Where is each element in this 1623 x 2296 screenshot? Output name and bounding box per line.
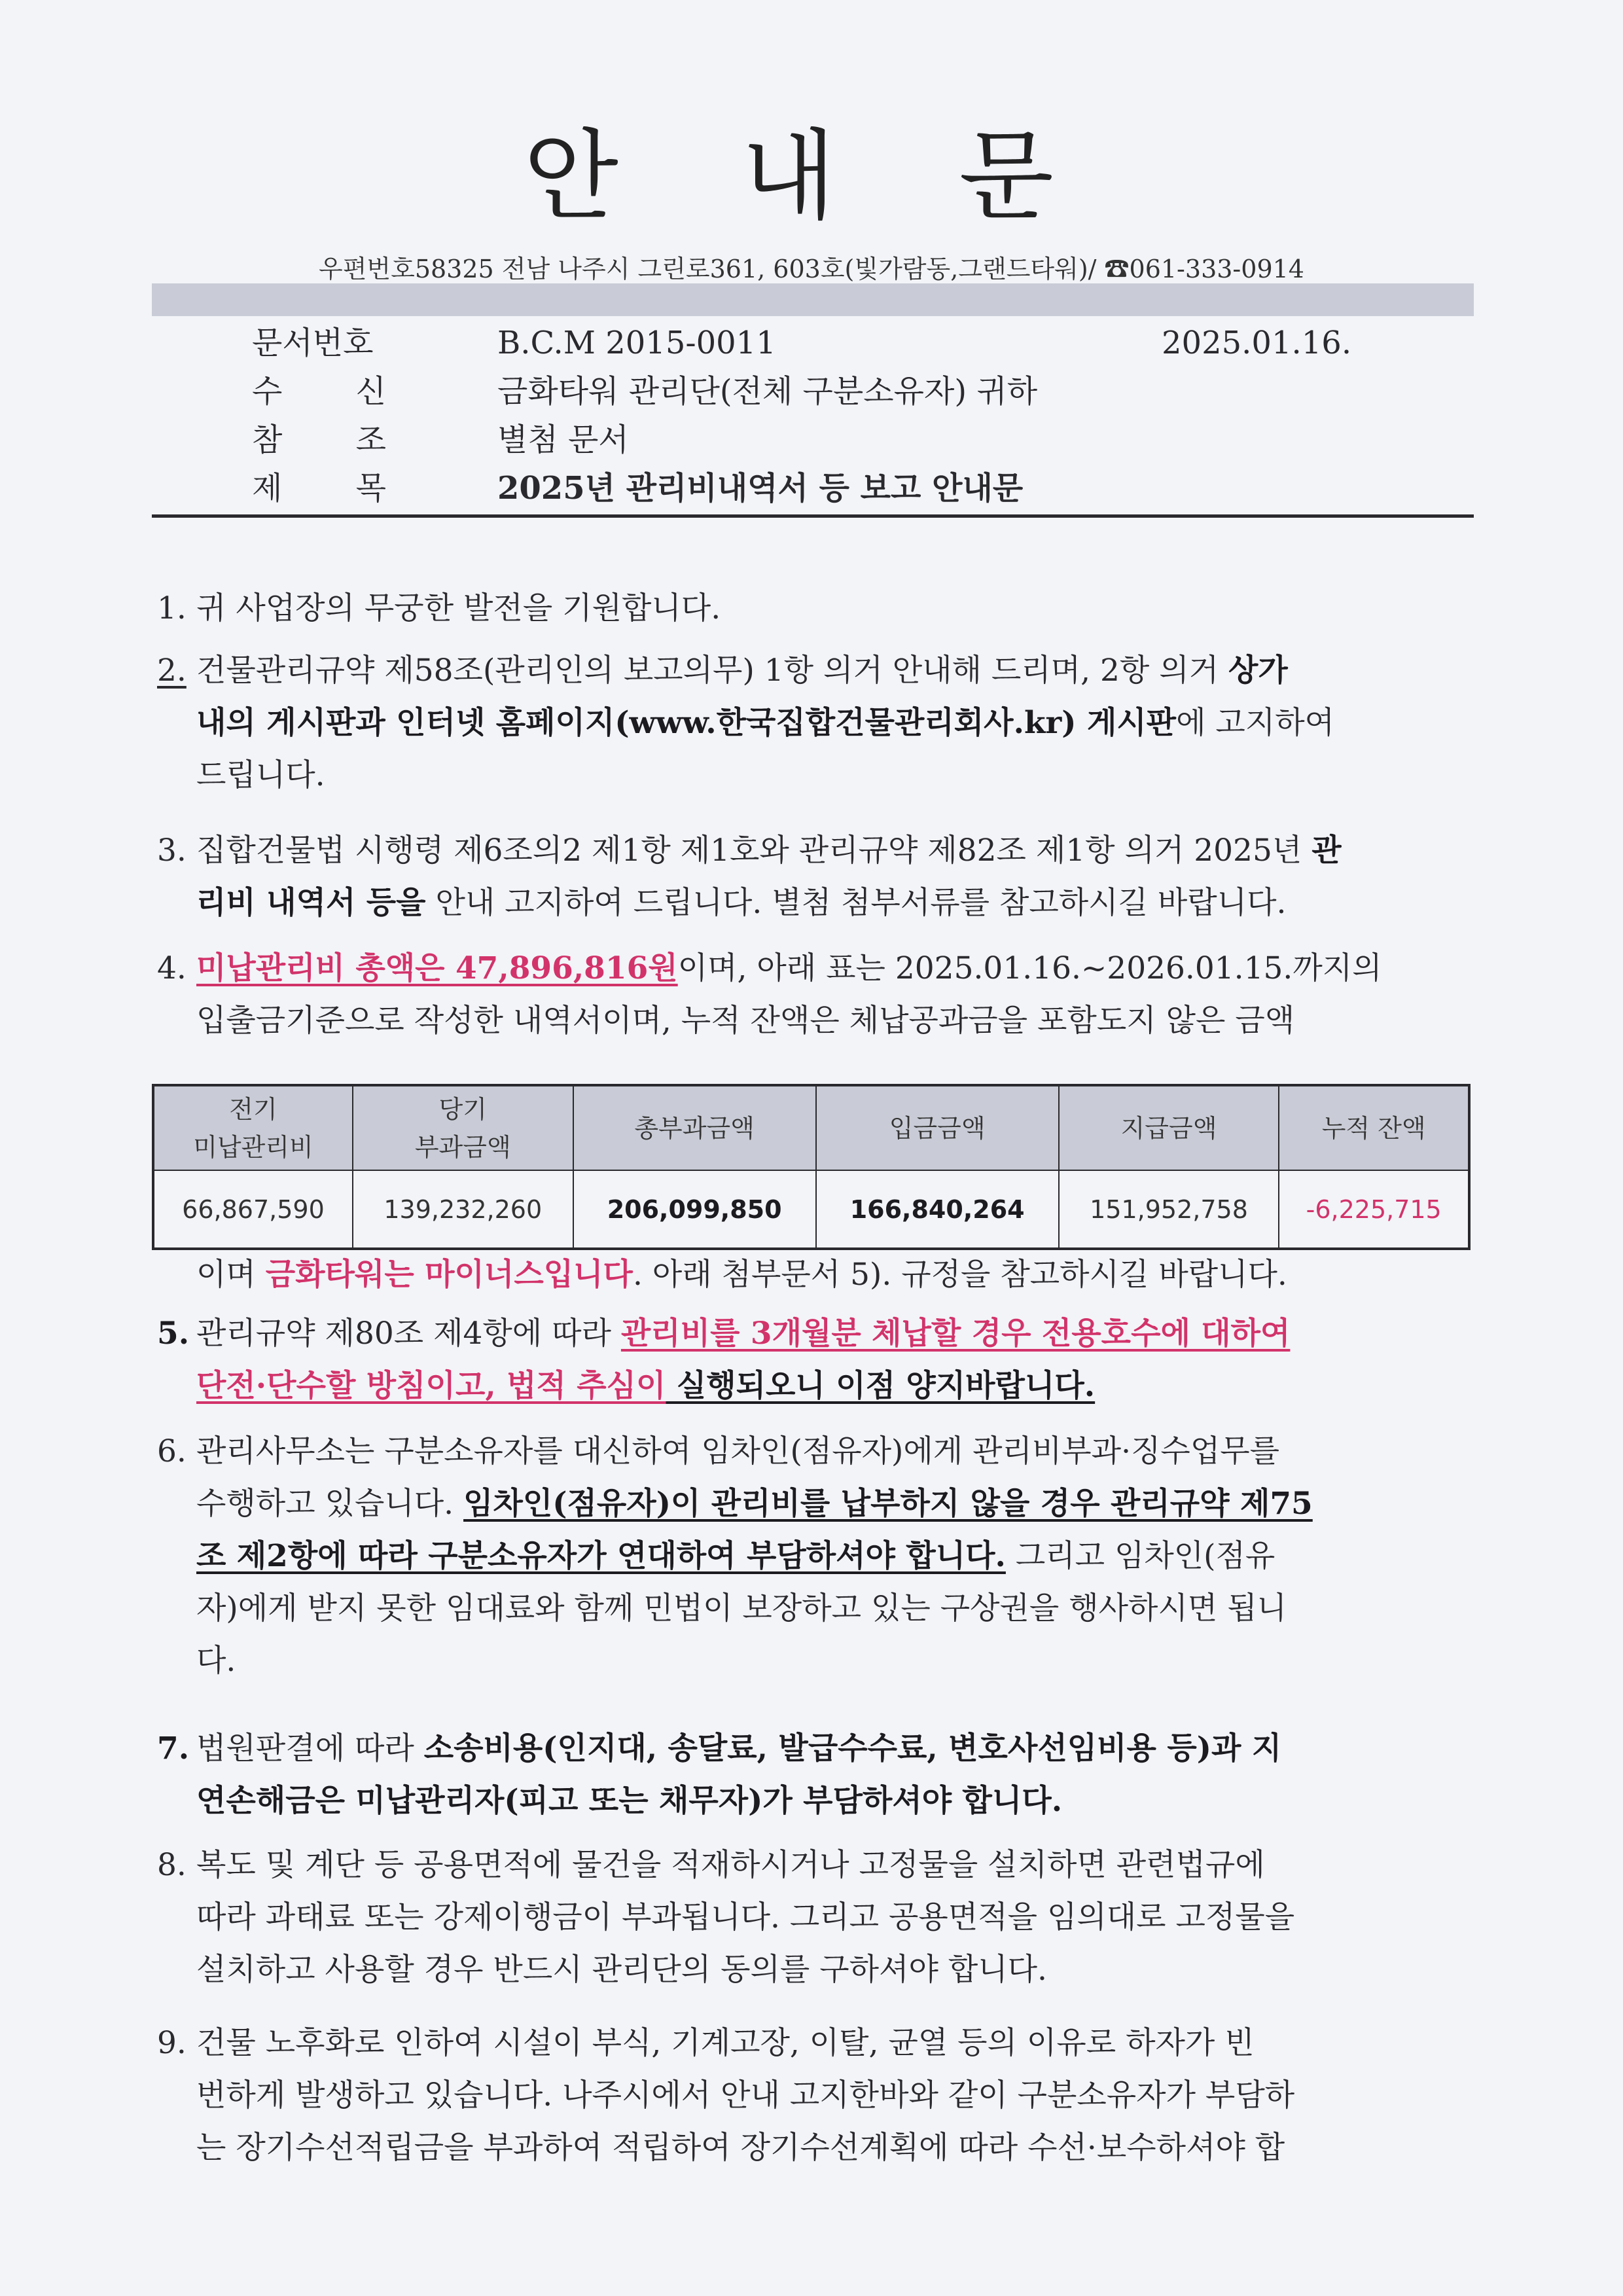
header-payments: 지급금액 bbox=[1059, 1085, 1279, 1170]
header-rule bbox=[152, 514, 1474, 518]
table-row bbox=[153, 1170, 1469, 1249]
cell-current-charge: 139,232,260 bbox=[353, 1170, 573, 1249]
cell-prev-unpaid: 66,867,590 bbox=[153, 1170, 353, 1249]
meta-subject-row bbox=[0, 467, 1623, 509]
document-title: 안 내 문 bbox=[523, 120, 1100, 234]
reference: 별첨 문서 bbox=[497, 422, 629, 458]
cell-deposits: 166,840,264 bbox=[816, 1170, 1059, 1249]
header-deposits: 입금금액 bbox=[816, 1085, 1059, 1170]
header-band bbox=[152, 283, 1474, 316]
reference-label: 참 조 bbox=[252, 422, 386, 458]
doc-date: 2025.01.16. bbox=[1162, 325, 1352, 361]
unpaid-total: 미납관리비 총액은 47,896,816원 bbox=[196, 950, 678, 986]
table-header-row bbox=[153, 1085, 1469, 1170]
doc-number-label: 문서번호 bbox=[252, 325, 374, 361]
doc-number: B.C.M 2015-0011 bbox=[497, 325, 776, 361]
finance-summary-table bbox=[152, 1084, 1471, 1250]
recipient: 금화타워 관리단(전체 구분소유자) 귀하 bbox=[497, 373, 1038, 410]
cell-balance: -6,225,715 bbox=[1279, 1170, 1469, 1249]
notice-page: 안 내 문 우편번호58325 전남 나주시 그린로361, 603호(빛가람동,그랜드타워)/ ☎061-333-0914 문서번호 B.C.M 2015-0011 2025.01.16. 수 신 금화타워 관리단(전체 구분소유자) 귀하 참 조 별첨 문서 제 목 2025년 관리비내역서 등 보고 안내문 1. 귀 사업장의 무궁한 발전을 기원합니다. 2. 건물관리규약 제58조(관리인의 보고의무) 1항 의거 안내해 드리며, 2항 의거 상가 내의 게시판과 인터넷 홈페이지(www.한국집합건물관리회사.kr) 게시판에 고지하여 드립니다. 3. 집합건물법 시행령 제6조의2 제1항 제1호와 관리규약 제82조 제1항 의거 2025년 관 리비 내역서 등을 안내 고지하여 드립니다. 별첨 첨부서류를 참고하시길 바랍니다. 4. 미납관리비 총액은 47,896,816원이며, 아래 표는 2025.01.16.~2026.01.15.까지의 입출금기준으로 작성한 내역서이며, 누적 잔액은 체납공과금을 포함도지 않은 금액 전기 미납관리비 당기 부과금액 총부과금액 입금금액 지급금액 누적 잔액 66,867,590 139,232,260 206,099,850 166,840,264 151,952,758 -6,225,715 이며 금화타워는 마이너스입니다. 아래 첨부문서 5). 규정을 참고하시길 바랍니다. 5. 관리규약 제80조 제4항에 따라 관리비를 3개월분 체납할 경우 전용호수에 대하여 단전·단수할 방침이고, 법적 추심이 실행되오니 이점 양지바랍니다. 6. 관리사무소는 구분소유자를 대신하여 임차인(점유자)에게 관리비부과·징수업무를 수행하고 있습니다. 임차인(점유자)이 관리비를 납부하지 않을 경우 관리규약 제75 조 제2항에 따라 구분소유자가 연대하여 부담하셔야 합니다. 그리고 임차인(점유 자)에게 받지 못한 임대료와 함께 민법이 보장하고 있는 구상권을 행사하시면 됩니 다. 7. 법원판결에 따라 소송비용(인지대, 송달료, 발급수수료, 변호사선임비용 등)과 지 연손해금은 미납관리자(피고 또는 채무자)가 부담하셔야 합니다. 8. 복도 및 계단 등 공용면적에 물건을 적재하시거나 고정물을 설치하면 관련법규에 따라 과태료 또는 강제이행금이 부과됩니다. 그리고 공용면적을 임의대로 고정물을 설치하고 사용할 경우 반드시 관리단의 동의를 구하셔야 합니다. 9. 건물 노후화로 인하여 시설이 부식, 기계고장, 이탈, 균열 등의 이유로 하자가 빈 번하게 발생하고 있습니다. 나주시에서 안내 고지한바와 같이 구분소유자가 부담하 는 장기수선적립금을 부과하여 적립하여 장기수선계획에 따라 수선·보수하셔야 합 bbox=[0, 0, 1623, 2296]
meta-doc-number-row bbox=[0, 322, 1623, 364]
cell-total-charge: 206,099,850 bbox=[573, 1170, 816, 1249]
header-balance: 누적 잔액 bbox=[1279, 1085, 1469, 1170]
header-prev-unpaid: 전기 미납관리비 bbox=[153, 1085, 353, 1170]
subject-label: 제 목 bbox=[252, 470, 386, 507]
meta-recipient-row bbox=[0, 370, 1623, 412]
recipient-label: 수 신 bbox=[252, 373, 386, 410]
header-current-charge: 당기 부과금액 bbox=[353, 1085, 573, 1170]
meta-reference-row bbox=[0, 419, 1623, 461]
cell-payments: 151,952,758 bbox=[1059, 1170, 1279, 1249]
subject: 2025년 관리비내역서 등 보고 안내문 bbox=[497, 470, 1024, 507]
sender-address: 우편번호58325 전남 나주시 그린로361, 603호(빛가람동,그랜드타워)/ ☎061-333-0914 bbox=[319, 255, 1304, 283]
header-total-charge: 총부과금액 bbox=[573, 1085, 816, 1170]
